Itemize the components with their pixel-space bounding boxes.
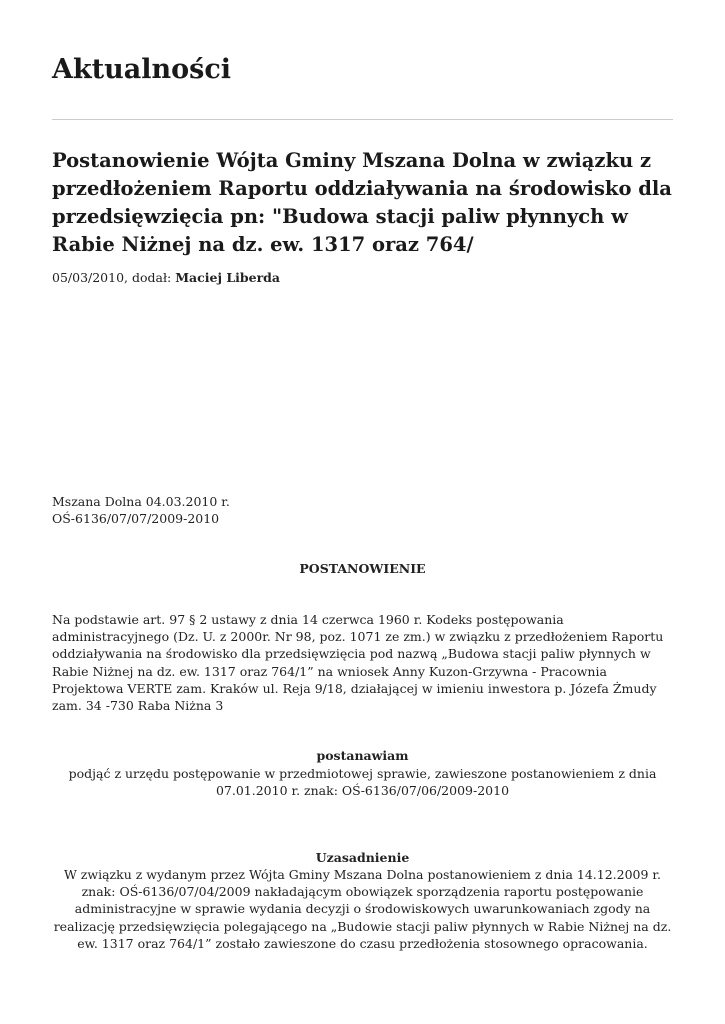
justification-heading: Uzasadnienie (315, 850, 410, 865)
decision-text: podjąć z urzędu postępowanie w przedmiotowej sprawie, zawieszone postanowieniem z dnia 07.01.2010 r. znak: OŚ-6136/07/06/2009-2010 (68, 766, 657, 799)
section-title: Aktualności (52, 54, 232, 85)
divider (52, 119, 673, 120)
article-date: 05/03/2010, dodał: (52, 270, 176, 285)
article-meta (52, 269, 280, 286)
decision-heading: postanawiam (316, 748, 409, 763)
justification-text: W związku z wydanym przez Wójta Gminy Mszana Dolna postanowieniem z dnia 14.12.2009 r. znak: OŚ-6136/07/04/2009 nakładającym obowiązek sporządzenia raportu postępowanie administracyjne w sprawie wydania decyzji o środowiskowych uwarunkowaniach zgody na realizację przedsięwzięcia polegającego na „Budowie stacji paliw płynnych w Rabie Niżnej na dz. ew. 1317 oraz 764/1” zostało zawieszone do czasu przedłożenia stosownego opracowania. (53, 867, 672, 951)
decision-type-heading: POSTANOWIENIE (299, 561, 426, 576)
reference-number: OŚ-6136/07/07/2009-2010 (52, 511, 220, 526)
intro-paragraph: Na podstawie art. 97 § 2 ustawy z dnia 14 czerwca 1960 r. Kodeks postępowania administracyjnego (Dz. U. z 2000r. Nr 98, poz. 1071 ze zm.) w związku z przedłożeniem Raportu oddziaływania na środowisko dla przedsięwzięcia pod nazwą „Budowa stacji paliw płynnych w Rabie Niżnej na dz. ew. 1317 oraz 764/1” na wniosek Anny Kuzon-Grzywna - Pracownia Projektowa VERTE zam. Kraków ul. Reja 9/18, działającej w imieniu inwestora p. Józefa Żmudy zam. 34 -730 Raba Niżna 3 (52, 612, 664, 714)
place-date: Mszana Dolna 04.03.2010 r. (52, 494, 230, 509)
article-title: Postanowienie Wójta Gminy Mszana Dolna w związku z przedłożeniem Raportu oddziaływania na środowisko dla przedsięwzięcia pn: "Budowa stacji paliw płynnych w Rabie Niżnej na dz. ew. 1317 oraz 764/ (52, 149, 672, 256)
article-author: Maciej Liberda (175, 270, 280, 285)
